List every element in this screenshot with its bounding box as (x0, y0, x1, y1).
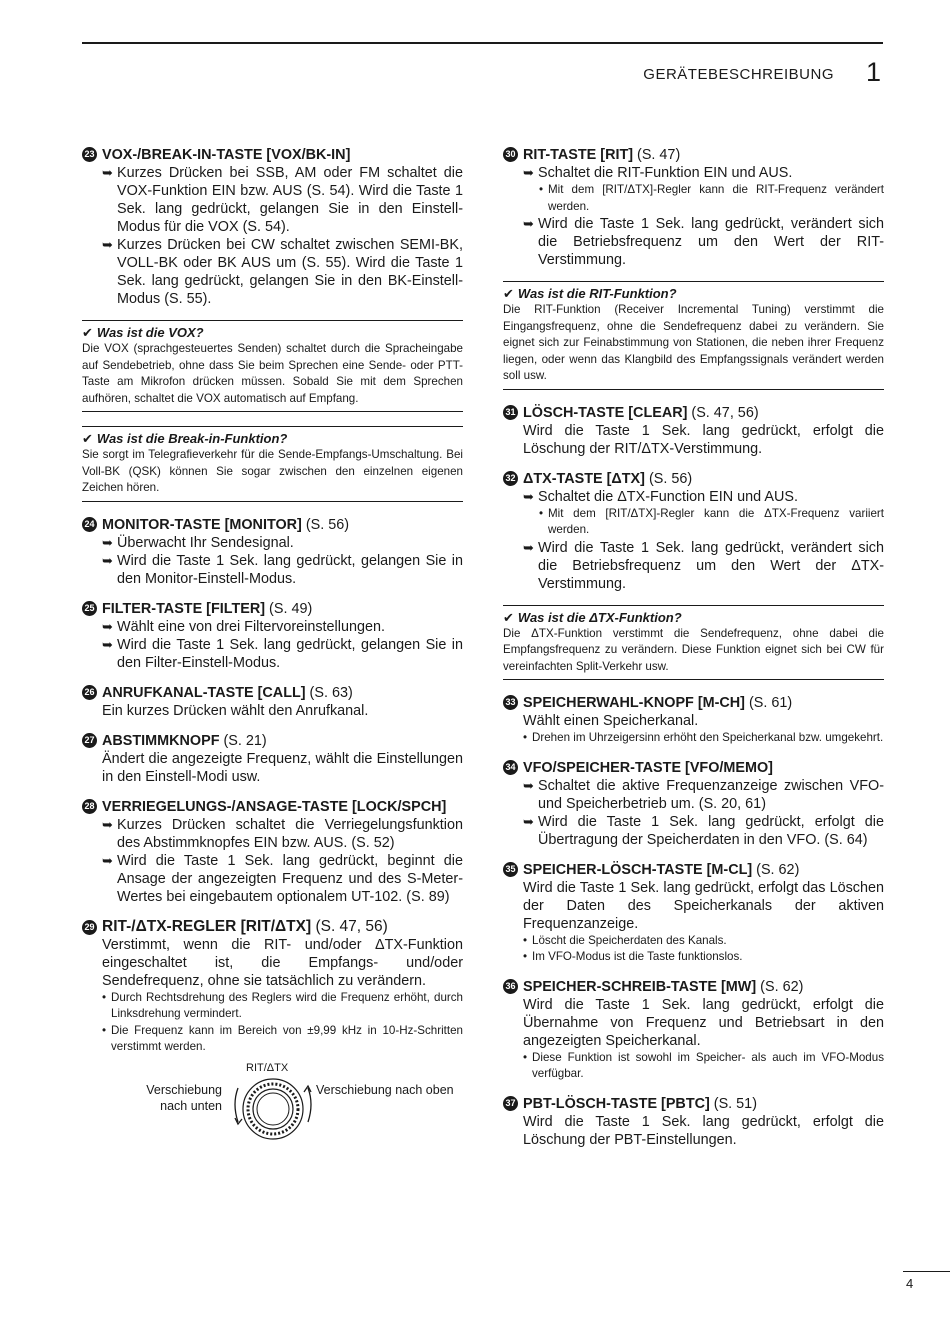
check-icon: ✔ (82, 431, 93, 446)
entry-description: Wird die Taste 1 Sek. lang gedrückt, erfolgt die Löschung der PBT-Einstellungen. (523, 1113, 884, 1148)
number-badge: 23 (82, 147, 97, 162)
check-icon: ✔ (503, 609, 514, 625)
bullet-item: • Mit dem [RIT/ΔTX]-Regler kann die RIT-Frequenz verändert werden. (503, 182, 884, 215)
shift-up-label: Verschiebung nach oben (316, 1082, 454, 1097)
entry-heading (503, 694, 884, 712)
page-reference: (S. 51) (709, 1095, 757, 1112)
number-badge: 27 (82, 733, 97, 748)
entry-26 (82, 684, 463, 720)
entry-heading (82, 516, 463, 534)
arrow-item: ➥ Wählt eine von drei Filtervoreinstellungen. (82, 618, 463, 636)
bullet-item: • Löscht die Speicherdaten des Kanals. (503, 933, 884, 950)
entry-title: VFO/SPEICHER-TASTE [VFO/MEMO] (523, 759, 773, 776)
number-badge: 37 (503, 1096, 518, 1111)
bullet-item: • Mit dem [RIT/ΔTX]-Regler kann die ΔTX-Frequenz variiert werden. (503, 506, 884, 539)
page-reference: (S. 49) (265, 600, 313, 617)
entry-heading (503, 470, 884, 488)
entry-title: PBT-LÖSCH-TASTE [PBTC] (523, 1095, 710, 1112)
page-reference: (S. 56) (644, 470, 693, 487)
entry-title: SPEICHER-LÖSCH-TASTE [M-CL] (523, 861, 753, 878)
entry-description: Wird die Taste 1 Sek. lang gedrückt, erfolgt das Löschen der Daten des Speicherkanals der aktiven Frequenzanzeige. (523, 879, 884, 932)
arrow-item: ➥ Wird die Taste 1 Sek. lang gedrückt, verändert sich die Betriebsfrequenz um den Wert der RIT-Verstimmung. (503, 215, 884, 269)
number-badge: 33 (503, 695, 518, 710)
page-reference: (S. 21) (219, 732, 267, 749)
knob-label: RIT/ΔTX (246, 1061, 289, 1074)
entry-28 (82, 798, 463, 906)
arrow-item: ➥ Wird die Taste 1 Sek. lang gedrückt, gelangen Sie in den Filter-Einstell-Modus. (82, 636, 463, 672)
entry-title: ABSTIMMKNOPF (102, 732, 220, 749)
arrow-item: ➥ Wird die Taste 1 Sek. lang gedrückt, beginnt die Ansage der angezeigten Frequenz und des S-Meter-Wertes bei eingebautem optionalem UT-102. (S. 89) (82, 852, 463, 906)
info-box-text: Sie sorgt im Telegrafieverkehr für die Sende-Empfangs-Umschaltung. Bei Voll-BK (QSK) können Sie sogar zwischen den einzelnen eigenen Zeichen hören. (82, 448, 463, 494)
arrow-item: ➥ Wird die Taste 1 Sek. lang gedrückt, gelangen Sie in den Monitor-Einstell-Modus. (82, 552, 463, 588)
number-badge: 35 (503, 862, 518, 877)
entry-description: Wählt einen Speicherkanal. (523, 713, 699, 729)
entry-title: RIT-/ΔTX-REGLER [RIT/ΔTX] (102, 917, 312, 935)
number-badge: 31 (503, 405, 518, 420)
check-icon: ✔ (503, 286, 514, 301)
info-box-delta-tx (503, 605, 884, 681)
entry-heading (503, 978, 884, 996)
entry-title: VOX-/BREAK-IN-TASTE [VOX/BK-IN] (102, 147, 351, 163)
entry-description: Verstimmt, wenn die RIT- und/oder ΔTX-Funktion eingeschaltet ist, die Empfangs- und/oder Sendefrequenz, ohne sie tatsächlich zu verändern. (102, 936, 463, 989)
info-box-title: ✔ Was ist die Break-in-Funktion? (82, 431, 288, 446)
number-badge: 30 (503, 147, 518, 162)
entry-34 (503, 759, 884, 849)
number-badge: 28 (82, 799, 97, 814)
arrow-item: ➥ Wird die Taste 1 Sek. lang gedrückt, erfolgt die Übertragung der Speicherdaten in den VFO. (S. 64) (503, 813, 884, 849)
entry-30 (503, 146, 884, 269)
right-column (503, 146, 884, 1161)
page-number: 4 (906, 1276, 914, 1291)
entry-36 (503, 978, 884, 1083)
arrow-item: ➥ Schaltet die aktive Frequenzanzeige zwischen VFO- und Speicherbetrieb um. (S. 20, 61) (503, 777, 884, 813)
check-icon: ✔ (82, 325, 93, 340)
entry-title: ΔTX-TASTE [ΔTX] (523, 470, 645, 487)
entry-heading (82, 684, 463, 702)
entry-37 (503, 1095, 884, 1149)
page-reference: (S. 63) (305, 684, 353, 701)
number-badge: 36 (503, 979, 518, 994)
info-box-text: Die VOX (sprachgesteuertes Senden) schaltet durch die Spracheingabe auf Sendebetrieb, ohne dass Sie beim Sprechen eine Sende- oder PTT-Taste am Mikrofon drücken müssen. Sobald Sie mit dem Sprechen aufhören, schaltet die VOX automatisch auf Empfang. (82, 342, 463, 405)
entry-description: Ein kurzes Drücken wählt den Anrufkanal. (102, 702, 369, 719)
entry-heading (503, 759, 884, 777)
info-box-rit (503, 281, 884, 390)
number-badge: 34 (503, 760, 518, 775)
header-rule (82, 42, 883, 44)
number-badge: 26 (82, 685, 97, 700)
info-box-break-in (82, 426, 463, 502)
entry-title: SPEICHER-SCHREIB-TASTE [MW] (523, 978, 757, 995)
page-reference: (S. 62) (752, 861, 800, 878)
info-box-title: ✔ Was ist die ΔTX-Funktion? (503, 609, 682, 625)
bullet-item: • Diese Funktion ist sowohl im Speicher- als auch im VFO-Modus verfügbar. (503, 1050, 884, 1083)
entry-description: Ändert die angezeigte Frequenz, wählt die Einstellungen in den Einstell-Modi usw. (102, 750, 463, 785)
left-column (82, 146, 463, 1154)
chapter-number: 1 (865, 57, 881, 87)
entry-heading (82, 918, 463, 936)
number-badge: 29 (82, 920, 97, 935)
bullet-item: • Durch Rechtsdrehung des Reglers wird die Frequenz erhöht, durch Linksdrehung vermindert. (82, 990, 463, 1023)
arrow-item: ➥ Kurzes Drücken bei CW schaltet zwischen SEMI-BK, VOLL-BK oder BK AUS um (S. 55). Wird die Taste 1 Sek. lang gedrückt, gelangen Sie in den BK-Einstell-Modus (S. 55). (82, 236, 463, 308)
info-box-text: Die RIT-Funktion (Receiver Incremental Tuning) verstimmt die Eingangsfrequenz, ohne die Sendefrequenz dabei zu verändern. Sie eignet sich zur Feinabstimmung von Stationen, die neben ihrer Frequenz liegen, oder wenn das Klangbild des Empfangssignals verändert werden soll usw. (503, 303, 884, 382)
entry-24 (82, 516, 463, 588)
entry-title: VERRIEGELUNGS-/ANSAGE-TASTE [LOCK/SPCH] (102, 798, 447, 815)
chapter-title: GERÄTEBESCHREIBUNG (643, 66, 834, 83)
entry-description: Wird die Taste 1 Sek. lang gedrückt, erfolgt die Löschung der RIT/ΔTX-Verstimmung. (523, 422, 884, 457)
page-number-rule (903, 1271, 950, 1272)
entry-heading (503, 146, 884, 164)
number-badge: 32 (503, 471, 518, 486)
arrow-item: ➥ Überwacht Ihr Sendesignal. (82, 534, 463, 552)
info-box-text: Die ΔTX-Funktion verstimmt die Sendefrequenz, ohne dabei die Empfangsfrequenz zu verändern. Diese Funktion eignet sich bei CW für vereinfachten Split-Verkehr usw. (503, 626, 884, 673)
arrow-item: ➥ Kurzes Drücken bei SSB, AM oder FM schaltet die VOX-Funktion EIN bzw. AUS (S. 54). Wird die Taste 1 Sek. lang gedrückt, gelangen Sie in den Einstell-Modus für die VOX (S. 54). (82, 164, 463, 236)
info-box-vox (82, 320, 463, 412)
entry-description: Wird die Taste 1 Sek. lang gedrückt, erfolgt die Übernahme von Frequenz und Betriebsart in den angezeigten Speicherkanal. (523, 996, 884, 1049)
info-box-title: ✔ Was ist die VOX? (82, 325, 204, 340)
info-box-title: ✔ Was ist die RIT-Funktion? (503, 286, 677, 301)
entry-title: ANRUFKANAL-TASTE [CALL] (102, 684, 306, 701)
entry-title: FILTER-TASTE [FILTER] (102, 600, 266, 617)
page-reference: (S. 47, 56) (687, 404, 759, 421)
knob-icon (232, 1074, 314, 1144)
bullet-item: • Im VFO-Modus ist die Taste funktionslos. (503, 949, 884, 966)
arrow-item: ➥ Schaltet die ΔTX-Function EIN und AUS. (503, 488, 884, 506)
arrow-item: ➥ Wird die Taste 1 Sek. lang gedrückt, verändert sich die Betriebsfrequenz um den Wert der ΔTX-Verstimmung. (503, 539, 884, 593)
entry-heading (82, 146, 463, 164)
entry-33 (503, 694, 884, 747)
page-reference: (S. 47) (633, 147, 681, 163)
page-reference: (S. 56) (301, 516, 350, 533)
entry-23 (82, 146, 463, 308)
entry-title: SPEICHERWAHL-KNOPF [M-CH] (523, 695, 745, 711)
rit-knob-diagram (82, 1062, 463, 1142)
entry-heading (82, 732, 463, 750)
arrow-item: ➥ Schaltet die RIT-Funktion EIN und AUS. (503, 164, 884, 182)
entry-title: MONITOR-TASTE [MONITOR] (102, 516, 302, 533)
entry-heading (82, 798, 463, 816)
entry-heading (503, 404, 884, 422)
shift-down-label: Verschiebung nach unten (146, 1082, 222, 1113)
bullet-item: • Die Frequenz kann im Bereich von ±9,99 kHz in 10-Hz-Schritten verstimmt werden. (82, 1023, 463, 1056)
entry-heading (503, 861, 884, 879)
number-badge: 25 (82, 601, 97, 616)
entry-32 (503, 470, 884, 593)
entry-35 (503, 861, 884, 966)
arrow-item: ➥ Kurzes Drücken schaltet die Verriegelungsfunktion des Abstimmknopfes EIN bzw. AUS. (S. 52) (82, 816, 463, 852)
number-badge: 24 (82, 517, 97, 532)
entry-31 (503, 404, 884, 458)
page-reference: (S. 47, 56) (311, 917, 388, 935)
entry-title: RIT-TASTE [RIT] (523, 147, 634, 163)
page-reference: (S. 61) (744, 695, 793, 711)
entry-heading (503, 1095, 884, 1113)
bullet-item: • Drehen im Uhrzeigersinn erhöht den Speicherkanal bzw. umgekehrt. (503, 730, 884, 747)
entry-27 (82, 732, 463, 786)
entry-title: LÖSCH-TASTE [CLEAR] (523, 404, 688, 421)
entry-heading (82, 600, 463, 618)
entry-25 (82, 600, 463, 672)
entry-29 (82, 918, 463, 1142)
page-reference: (S. 62) (756, 978, 804, 995)
